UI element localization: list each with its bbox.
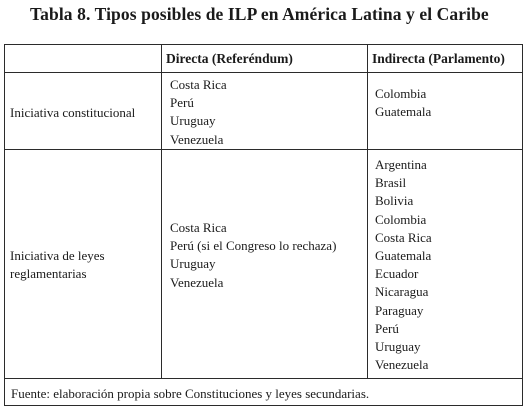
row-reglamentarias-directa [170,219,336,292]
list-item: Uruguay [170,256,216,272]
list-item: Costa Rica [375,229,432,245]
ilp-types-table [4,44,523,406]
header-indirecta: Indirecta (Parlamento) [372,51,505,66]
row-label-constitucional: Iniciativa constitucional [10,105,136,120]
list-item: Ecuador [375,266,419,282]
list-item: Argentina [375,157,427,172]
list-item: Uruguay [375,339,421,355]
list-item: Colombia [375,86,427,101]
list-item: Colombia [375,211,427,227]
footer-divider [5,378,522,379]
list-item: Bolivia [375,193,414,209]
column-divider [367,45,368,378]
list-item: Uruguay [170,113,216,129]
list-item: Venezuela [170,131,224,147]
row-constitucional-indirecta [375,85,431,121]
list-item: Nicaragua [375,284,429,300]
table-source-note: Fuente: elaboración propia sobre Constituciones y leyes secundarias. [11,386,370,401]
list-item: Paraguay [375,302,424,318]
header-divider [5,72,522,73]
row-label-reglamentarias: Iniciativa de leyes reglamentarias [10,248,105,282]
list-item: Venezuela [170,274,224,290]
list-item: Venezuela [375,357,429,373]
list-item: Perú [170,95,194,111]
table-title: Tabla 8. Tipos posibles de ILP en América Latina y el Caribe [30,4,489,24]
list-item: Perú [375,320,399,336]
list-item: Guatemala [375,104,432,120]
row-divider [5,149,522,150]
column-divider [161,45,162,378]
list-item: Costa Rica [170,220,227,235]
row-reglamentarias-indirecta [375,156,432,374]
list-item: Guatemala [375,248,432,264]
list-item: Costa Rica [170,77,227,92]
header-directa: Directa (Referéndum) [166,51,293,66]
list-item: Perú (si el Congreso lo rechaza) [170,238,337,254]
row-constitucional-directa [170,76,227,149]
list-item: Brasil [375,175,407,191]
